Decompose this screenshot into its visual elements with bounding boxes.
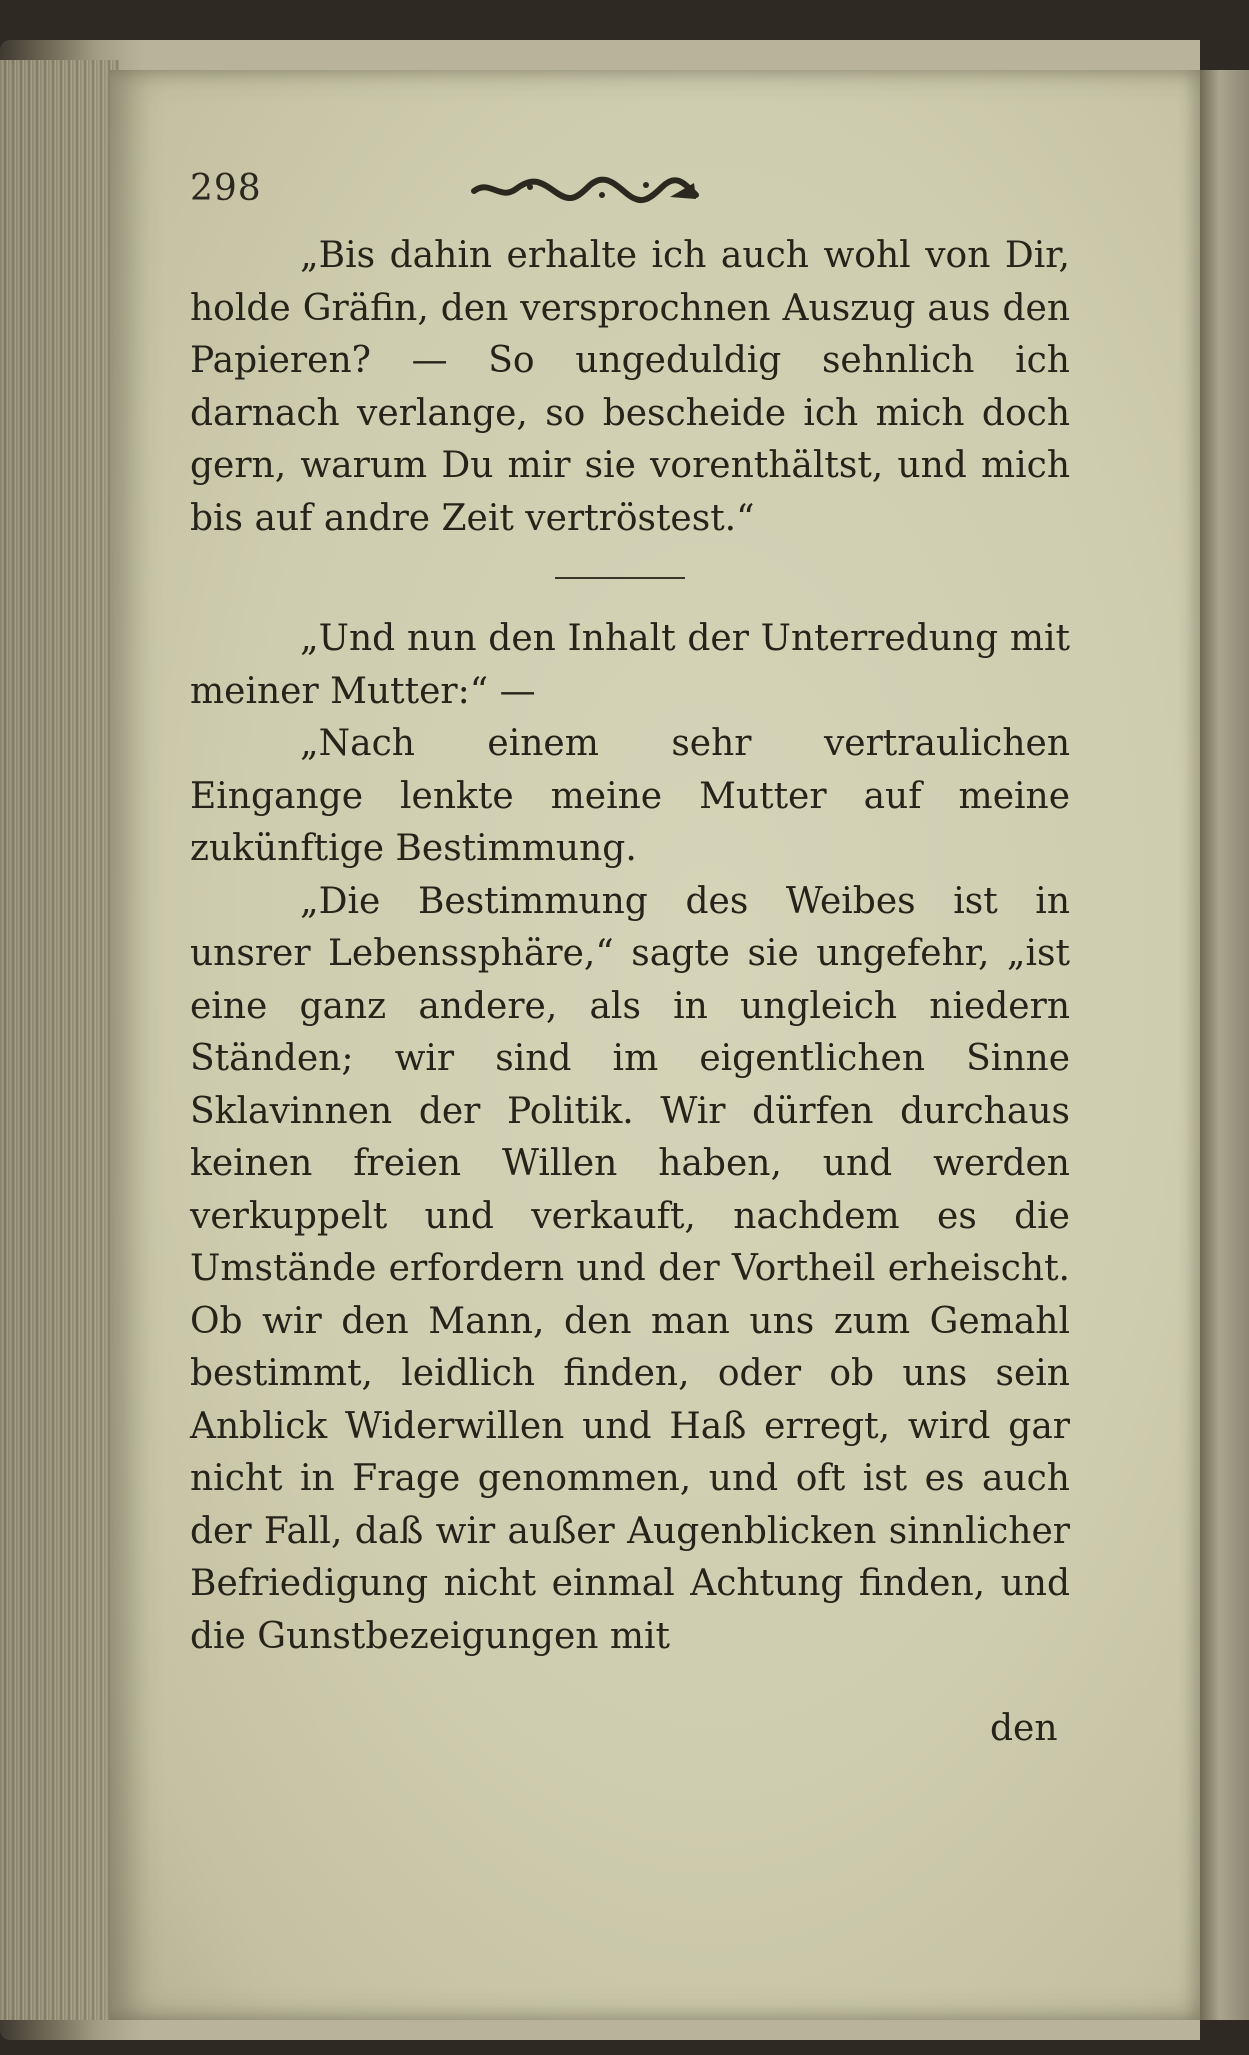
facing-page-edge (1200, 70, 1249, 2020)
page-edge-stack (0, 60, 120, 2020)
paragraph-3: „Nach einem sehr vertraulichen Eingange lenkte meine Mutter auf meine zukünftige Bestimmung. (190, 723, 1070, 869)
decorative-ornament-icon (470, 175, 700, 205)
section-divider (555, 577, 685, 579)
paragraph-2: „Und nun den Inhalt der Unterredung mit meiner Mutter:“ — (190, 618, 1070, 712)
body-text (190, 230, 1070, 1663)
paragraph-4: „Die Bestimmung des Weibes ist in unsrer Lebenssphäre,“ sagte sie ungefehr, „ist eine ganz andere, als in ungleich niedern Ständen; wir sind im eigentlichen Sinne Sklavinnen der Politik. Wir dürfen durchaus keinen freien Willen haben, und werden verkuppelt und verkauft, nachdem es die Umstände erfordern und der Vortheil erheischt. Ob wir den Mann, den man uns zum Gemahl bestimmt, leidlich finden, oder ob uns sein Anblick Widerwillen und Haß erregt, wird gar nicht in Frage genommen, und oft ist es auch der Fall, daß wir außer Augenblicken sinnlicher Befriedigung nicht einmal Achtung finden, und die Gunstbezeigungen mit (190, 880, 1070, 1657)
paragraph-1: „Bis dahin erhalte ich auch wohl von Dir, holde Gräfin, den versprochnen Auszug aus den Papieren? — So ungeduldig sehnlich ich darnach verlange, so bescheide ich mich doch gern, warum Du mir sie vorenthältst, und mich bis auf andre Zeit vertröstest.“ (190, 235, 1070, 539)
page-number: 298 (190, 168, 262, 209)
catchword: den (990, 1708, 1058, 1749)
